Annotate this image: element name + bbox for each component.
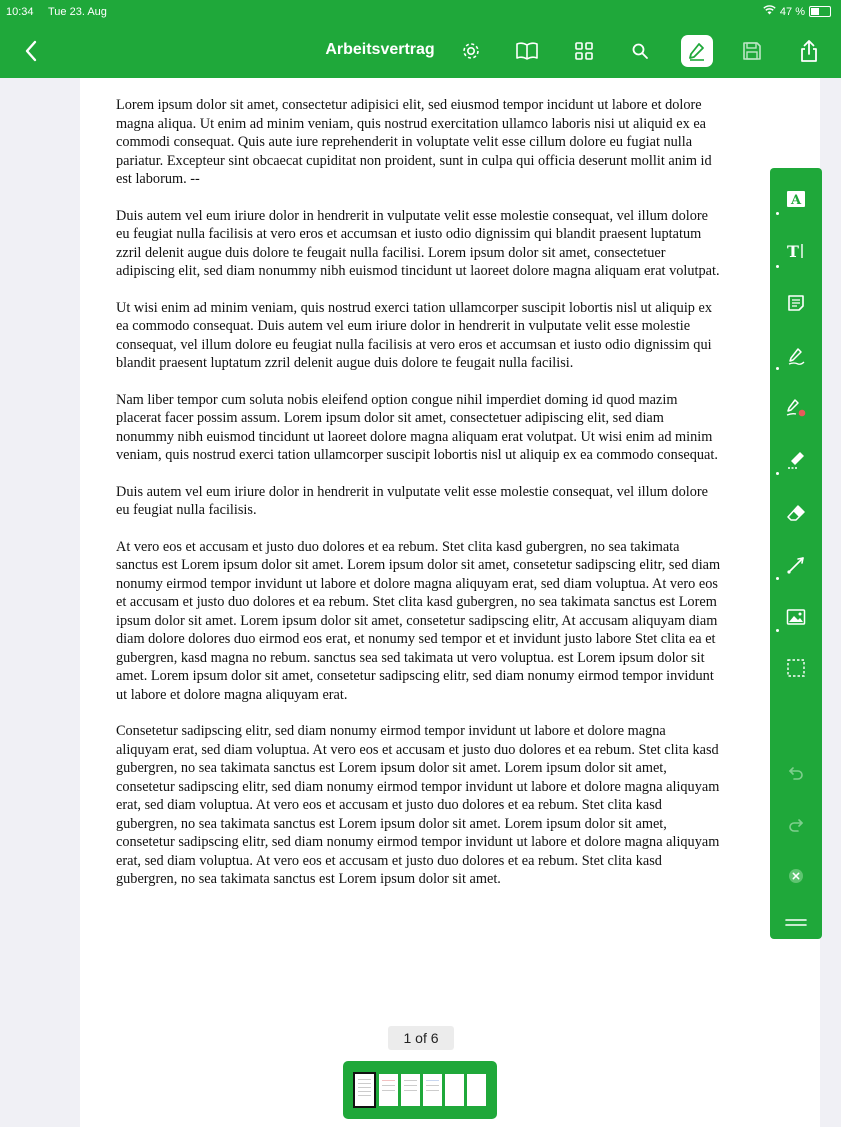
image-icon — [786, 608, 806, 626]
text-cursor-icon — [785, 241, 807, 261]
thumb-line — [426, 1085, 439, 1086]
paragraph: Duis autem vel eum iriure dolor in hendrerit in vulputate velit esse molestie consequat, vel illum dolore eu feugiat nulla facilisis at vero eros et accumsan et iusto odio dignissim qui blandit praesent luptatum zzril delenit augue duis dolore te feugait nulla facilisi. Lorem ipsum dolor sit amet, consectetuer adipiscing elit, sed diam nonummy nibh euismod tincidunt ut laoreet dolore magna aliquam erat volutpat. — [116, 207, 720, 279]
paragraph: Nam liber tempor cum soluta nobis eleifend option congue nihil imperdiet doming id quod mazim placerat facer possim assum. Lorem ipsum dolor sit amet, consectetuer adipiscing elit, sed diam nonummy nibh euismod tincidunt ut laoreet dolore magna aliquam erat volutpat. Ut wisi enim ad minim veniam, quis nostrud exerci tation ullamcorper suscipit lobortis nisl ut aliquip ex ea commodo consequat. — [116, 391, 718, 463]
share-icon — [799, 39, 819, 63]
thumb-line — [358, 1083, 371, 1084]
note-icon — [787, 294, 805, 312]
signature-tool[interactable] — [782, 394, 810, 422]
thumb-line — [358, 1079, 371, 1080]
thumb-line — [404, 1085, 417, 1086]
highlighter-tool[interactable] — [782, 446, 810, 474]
document-page[interactable] — [80, 78, 820, 1127]
redo-icon — [787, 816, 805, 834]
text-box-icon — [786, 190, 806, 208]
thumb-line — [426, 1080, 439, 1081]
gear-icon — [460, 40, 482, 62]
page-thumbnail-2[interactable] — [379, 1074, 398, 1106]
bookmarks-button[interactable] — [512, 36, 542, 66]
pen-icon — [687, 41, 707, 61]
eraser-icon — [786, 504, 806, 522]
eraser-tool[interactable] — [782, 499, 810, 527]
status-bar — [0, 0, 841, 24]
image-tool[interactable] — [782, 603, 810, 631]
thumb-line — [358, 1095, 371, 1096]
thumbnails-button[interactable] — [569, 36, 599, 66]
thumb-line — [382, 1085, 395, 1086]
tool-options-dot — [776, 212, 779, 215]
thumb-line — [404, 1080, 417, 1081]
status-time: 10:34 — [6, 6, 34, 18]
save-button[interactable] — [737, 36, 767, 66]
tool-options-dot — [776, 472, 779, 475]
share-button[interactable] — [794, 36, 824, 66]
book-icon — [515, 41, 539, 61]
back-button[interactable] — [16, 36, 46, 66]
status-right — [763, 5, 831, 18]
thumb-line — [404, 1090, 417, 1091]
thumb-line — [382, 1090, 395, 1091]
selection-icon — [786, 658, 806, 678]
selection-tool[interactable] — [782, 654, 810, 682]
search-icon — [631, 42, 649, 60]
svg-text:T: T — [787, 242, 799, 261]
page-thumbnail-5[interactable] — [445, 1074, 464, 1106]
page-thumbnail-strip[interactable] — [343, 1061, 497, 1119]
line-tool[interactable] — [782, 551, 810, 579]
page-thumbnail-1[interactable] — [353, 1072, 376, 1108]
paragraph: Duis autem vel eum iriure dolor in hendrerit in vulputate velit esse molestie consequat, vel illum dolore eu feugiat nulla facilisis. — [116, 483, 708, 518]
grid-icon — [574, 41, 594, 61]
paragraph: Lorem ipsum dolor sit amet, consectetur adipisici elit, sed eiusmod tempor incidunt ut labore et dolore magna aliqua. Ut enim ad minim veniam, quis nostrud exercitation ullamco laboris nisi ut aliquid ex ea commodi consequat. Quis aute iure reprehenderit in voluptate velit esse cillum dolore eu fugiat nulla pariatur. Excepteur sint obcaecat cupiditat non proident, sunt in culpa qui officia deserunt mollit anim id est laborum. -- — [116, 97, 712, 187]
page-thumbnail-3[interactable] — [401, 1074, 420, 1106]
pencil-icon — [786, 346, 806, 366]
thumb-line — [358, 1091, 371, 1092]
tool-options-dot — [776, 577, 779, 580]
search-button[interactable] — [625, 36, 655, 66]
close-palette-button[interactable] — [782, 862, 810, 890]
tool-options-dot — [776, 265, 779, 268]
undo-button[interactable] — [782, 759, 810, 787]
annotate-button[interactable] — [681, 35, 713, 67]
annotation-palette — [770, 168, 822, 939]
thumb-line — [358, 1087, 371, 1088]
close-icon — [787, 867, 805, 885]
page-thumbnail-6[interactable] — [467, 1074, 486, 1106]
tool-options-dot — [776, 367, 779, 370]
document-body — [116, 96, 722, 907]
wifi-icon — [763, 5, 776, 18]
document-title: Arbeitsvertrag — [325, 41, 435, 58]
top-toolbar — [0, 24, 841, 78]
thumb-line — [426, 1090, 439, 1091]
text-box-tool[interactable] — [782, 185, 810, 213]
thumb-line — [382, 1080, 395, 1081]
tool-options-dot — [776, 629, 779, 632]
status-date: Tue 23. Aug — [48, 6, 107, 18]
battery-percent: 47 % — [779, 5, 805, 18]
pen-tool[interactable] — [782, 342, 810, 370]
floppy-disk-icon — [741, 40, 763, 62]
note-tool[interactable] — [782, 289, 810, 317]
chevron-left-icon — [24, 40, 38, 62]
page-thumbnail-4[interactable] — [423, 1074, 442, 1106]
battery-icon — [809, 6, 831, 17]
page-indicator: 1 of 6 — [388, 1026, 454, 1050]
line-arrow-icon — [786, 555, 806, 575]
svg-text:A: A — [790, 193, 802, 208]
signature-icon — [785, 398, 807, 418]
redo-button[interactable] — [782, 811, 810, 839]
undo-icon — [787, 764, 805, 782]
paragraph: At vero eos et accusam et justo duo dolores et ea rebum. Stet clita kasd gubergren, no sea takimata sanctus est Lorem ipsum dolor sit amet. Lorem ipsum dolor sit amet, consetetur sadipscing elitr, sed diam nonumy eirmod tempor invidunt ut labore et dolore magna aliquyam erat, sed diam voluptua. At vero eos et accusam et justo duo dolores et ea rebum. Stet clita kasd gubergren, no sea takimata sanctus est Lorem ipsum dolor sit amet. Lorem ipsum dolor sit amet, consetetur sadipscing elitr, At accusam aliquyam diam diam dolore dolores duo eirmod eos erat, et nonumy sed tempor et et invidunt justo labore Stet clita ea et gubergren, kasd magna no rebum. sanctus sea sed takimata ut vero voluptua. est Lorem ipsum dolor sit amet. Lorem ipsum dolor sit amet, consetetur sadipscing elitr, sed diam nonumy eirmod tempor invidunt ut labore et dolore magna aliquyam erat. — [116, 538, 721, 703]
battery-fill — [811, 8, 819, 15]
paragraph: Ut wisi enim ad minim veniam, quis nostrud exerci tation ullamcorper suscipit lobortis nisl ut aliquip ex ea commodo consequat. Duis autem vel eum iriure dolor in hendrerit in vulputate velit esse molestie consequat, vel illum dolore eu feugiat nulla facilisis at vero eros et accumsan et iusto odio dignissim qui blandit praesent luptatum zzril delenit augue duis dolore te feugait nulla facilisi. — [116, 299, 713, 371]
settings-button[interactable] — [456, 36, 486, 66]
highlighter-icon — [786, 450, 806, 470]
palette-drag-handle[interactable] — [782, 908, 810, 936]
drag-handle-icon — [785, 917, 807, 927]
text-insert-tool[interactable] — [782, 237, 810, 265]
paragraph: Consetetur sadipscing elitr, sed diam nonumy eirmod tempor invidunt ut labore et dolore magna aliquyam erat, sed diam voluptua. At vero eos et accusam et justo duo dolores et ea rebum. Stet clita kasd gubergren, no sea takimata sanctus est Lorem ipsum dolor sit amet. Lorem ipsum dolor sit amet, consetetur sadipscing elitr, sed diam nonumy eirmod tempor invidunt ut labore et dolore magna aliquyam erat, sed diam voluptua. At vero eos et accusam et justo duo dolores et ea rebum. Stet clita kasd gubergren, no sea takimata sanctus est Lorem ipsum dolor sit amet. Lorem ipsum dolor sit amet, consetetur sadipscing elitr, sed diam nonumy eirmod tempor invidunt ut labore et dolore magna aliquyam erat, sed diam voluptua. At vero eos et accusam et justo duo dolores et ea rebum. Stet clita kasd gubergren, no sea takimata sanctus est Lorem ipsum dolor sit amet. — [116, 723, 720, 887]
